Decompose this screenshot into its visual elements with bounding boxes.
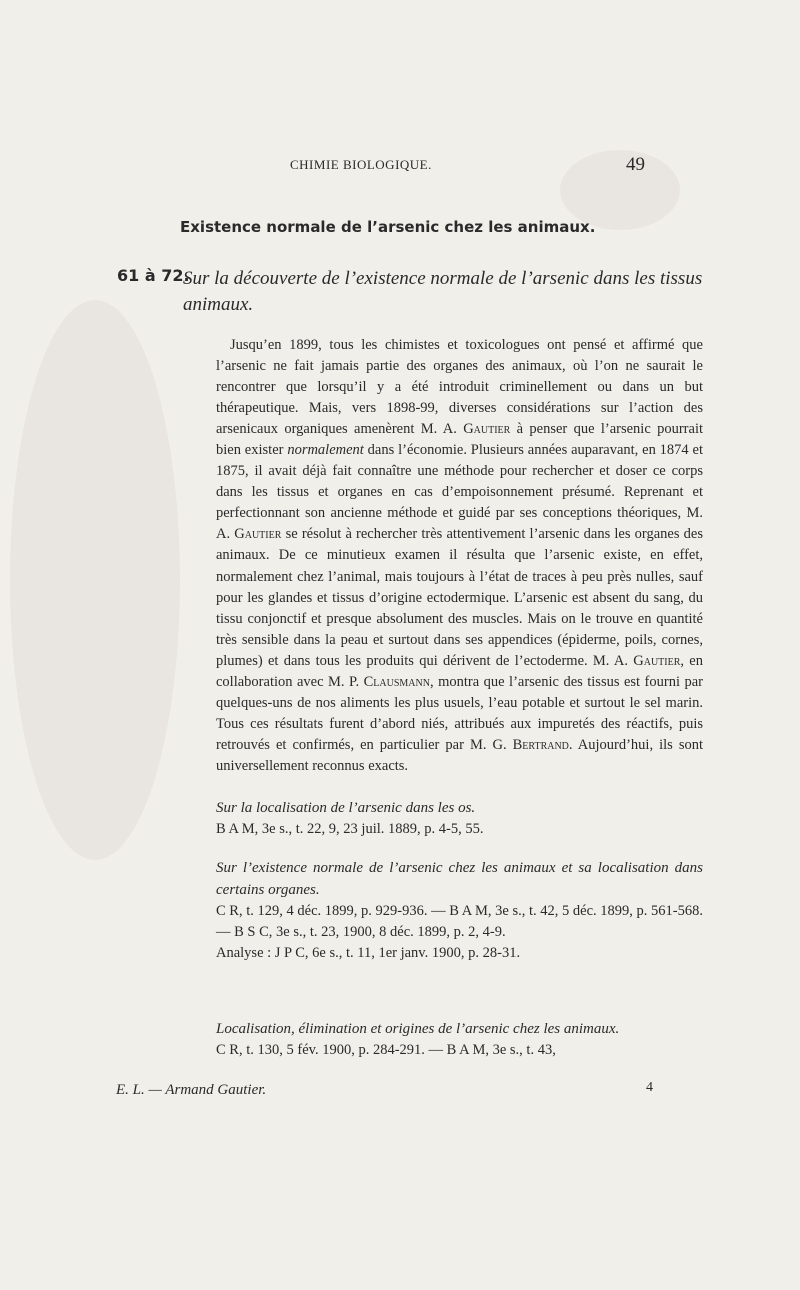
entry-title: Sur la découverte de l’existence normale de l’arsenic dans les tissus animaux.	[183, 268, 703, 315]
body-text-run: Jusqu’en 1899, tous les chimistes et toxicologues ont pensé et affirmé que l’arsenic ne fait jamais partie des organes des animaux, où l’on ne saurait le rencontrer que lorsqu’il y a été introduit criminellement ou dans un but thérapeutique. Mais, vers 1898-99, diverses considérations sur l’action des arsenicaux organiques amenèrent M. A.	[216, 336, 703, 437]
reference-2	[216, 857, 703, 964]
signature-mark: 4	[646, 1080, 653, 1095]
author-name: Gautier	[633, 652, 681, 669]
body-text-run: , en collaboration avec M. P.	[216, 652, 703, 690]
author-name: Bertrand	[512, 737, 569, 754]
body-text-run: dans l’économie. Plusieurs années auparavant, en 1874 et 1875, il avait déjà fait connaître une méthode pour rechercher et doser ce corps dans les tissus et organes en cas d’empoisonnement présumé. Reprenant et perfectionnant son ancienne méthode et guidé par ses conceptions théoriques, M. A.	[216, 441, 703, 543]
running-head: CHIMIE BIOLOGIQUE.	[290, 157, 432, 172]
reference-title: Localisation, élimination et origines de l’arsenic chez les animaux.	[216, 1021, 620, 1037]
reference-1	[216, 797, 703, 840]
author-name: Gautier	[234, 526, 282, 543]
author-name: Gautier	[463, 420, 511, 437]
reference-citation: C R, t. 130, 5 fév. 1900, p. 284-291. — B A M, 3e s., t. 43,	[216, 1042, 556, 1058]
section-title: Existence normale de l’arsenic chez les animaux.	[180, 218, 596, 236]
reference-title: Sur la localisation de l’arsenic dans les os.	[216, 800, 476, 816]
page-stain	[10, 300, 180, 860]
reference-citation: Analyse : J P C, 6e s., t. 11, 1er janv. 1900, p. 28-31.	[216, 945, 521, 961]
signature-line: E. L. — Armand Gautier.	[116, 1082, 267, 1098]
entry-number: 61 à 72.	[117, 266, 190, 285]
reference-title: Sur l’existence normale de l’arsenic chez les animaux et sa localisation dans certains organes.	[216, 860, 703, 898]
page-number: 49	[626, 154, 645, 175]
reference-citation: B A M, 3e s., t. 22, 9, 23 juil. 1889, p. 4-5, 55.	[216, 821, 484, 837]
emphasis: normalement	[287, 441, 364, 458]
reference-citation: C R, t. 129, 4 déc. 1899, p. 929-936. — B A M, 3e s., t. 42, 5 déc. 1899, p. 561-568. — B S C, 3e s., t. 23, 1900, 8 déc. 1899, p. 2, 4-9.	[216, 903, 703, 940]
reference-3	[216, 1018, 703, 1061]
body-text-run: à penser que l’arsenic pourrait bien exister	[216, 420, 703, 458]
body-text-run: , montra que l’arsenic des tissus est fourni par quelques-uns de nos aliments les plus usuels, l’eau potable et surtout le sel marin. Tous ces résultats furent d’abord niés, attribués aux impuretés des réactifs, puis retrouvés et confirmés, en particulier par M. G.	[216, 674, 703, 754]
author-name: Clausmann	[363, 674, 430, 690]
body-text-run: se résolut à rechercher très attentivement l’arsenic dans les organes des animaux. De ce minutieux examen il résulta que l’arsenic existe, en effet, normalement chez l’animal, mais toujours à l’état de traces à peu près nulles, sauf pour les glandes et tissus d’origine ectodermique. L’arsenic est absent du sang, du tissu conjonctif et presque absolument des muscles. Mais on le trouve en quantité très sensible dans la peau et surtout dans ses appendices (épiderme, poils, cornes, plumes) et dans tous les produits qui dérivent de l’ectoderme. M. A.	[216, 526, 703, 669]
body-text-run: . Aujourd’hui, ils sont universellement reconnus exacts.	[216, 737, 703, 775]
body-paragraph	[216, 335, 703, 778]
